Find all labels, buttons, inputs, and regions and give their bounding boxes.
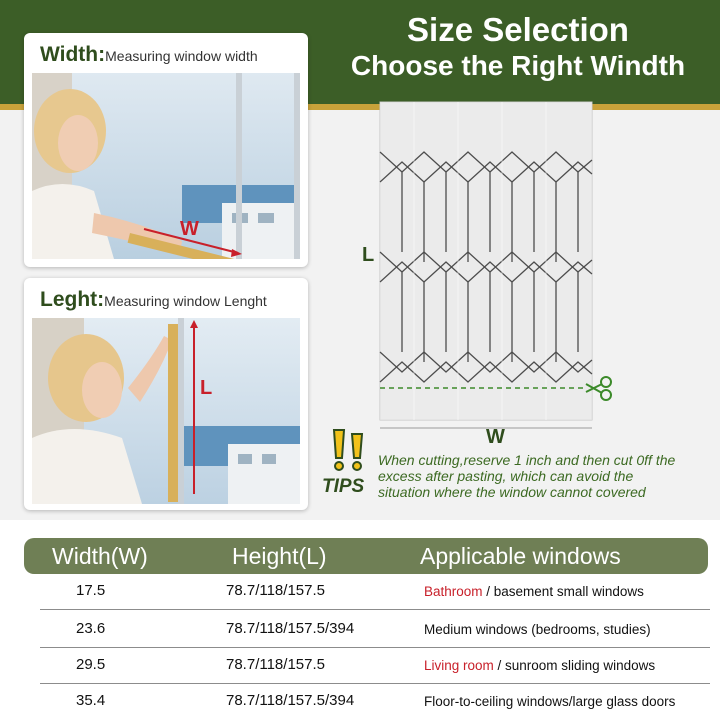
cell-width: 17.5	[76, 582, 106, 599]
header-width: Width(W)	[52, 543, 148, 569]
width-marker: W	[180, 218, 199, 240]
cell-room: Living room	[424, 658, 494, 673]
header-height: Height(L)	[232, 543, 327, 569]
cell-room-rest: / sunroom sliding windows	[493, 658, 656, 673]
cell-room: Bathroom	[424, 584, 483, 599]
tips-label: TIPS	[322, 476, 365, 497]
cell-height: 78.7/118/157.5/394	[226, 620, 355, 637]
cell-height: 78.7/118/157.5	[226, 582, 325, 599]
table-row	[40, 572, 710, 610]
headline-title: Size Selection	[407, 11, 629, 48]
cell-width: 35.4	[76, 692, 106, 709]
cell-room-rest: Floor-to-ceiling windows/large glass doors	[424, 694, 676, 709]
header-applicable-windows: Applicable windows	[420, 543, 621, 569]
length-measure-photo	[32, 318, 300, 504]
cell-windows	[424, 658, 655, 673]
cell-height: 78.7/118/157.5/394	[226, 692, 355, 709]
width-measure-photo	[32, 73, 300, 259]
table-header	[24, 538, 708, 574]
cell-width: 23.6	[76, 620, 106, 637]
width-measure-card	[24, 33, 308, 267]
cell-width: 29.5	[76, 656, 106, 673]
tips-text: When cutting,reserve 1 inch and then cut 0ff the excess after pasting, which can avoid the situation where the window cannot covered	[378, 452, 676, 500]
cell-room-rest: / basement small windows	[482, 584, 644, 599]
table-row	[40, 682, 710, 720]
length-measure-card	[24, 278, 308, 510]
length-card-label: Leght:	[40, 288, 105, 311]
table-row	[40, 610, 710, 648]
width-card-description: Measuring window width	[105, 48, 258, 64]
width-card-label: Width:	[40, 43, 106, 66]
film-width-label: W	[486, 426, 505, 448]
window-film-illustration	[374, 98, 620, 438]
headline-subtitle: Choose the Right Windth	[350, 50, 686, 81]
length-marker: L	[200, 377, 213, 399]
exclamation-icon	[330, 428, 370, 474]
cell-windows	[424, 694, 675, 709]
length-card-description: Measuring window Lenght	[104, 293, 267, 309]
size-table	[0, 520, 720, 720]
headline	[318, 12, 718, 84]
cell-height: 78.7/118/157.5	[226, 656, 325, 673]
cell-windows	[424, 622, 651, 637]
cell-windows	[424, 584, 644, 599]
film-length-label: L	[362, 244, 375, 266]
table-row	[40, 646, 710, 684]
cell-room-rest: Medium windows (bedrooms, studies)	[424, 622, 651, 637]
